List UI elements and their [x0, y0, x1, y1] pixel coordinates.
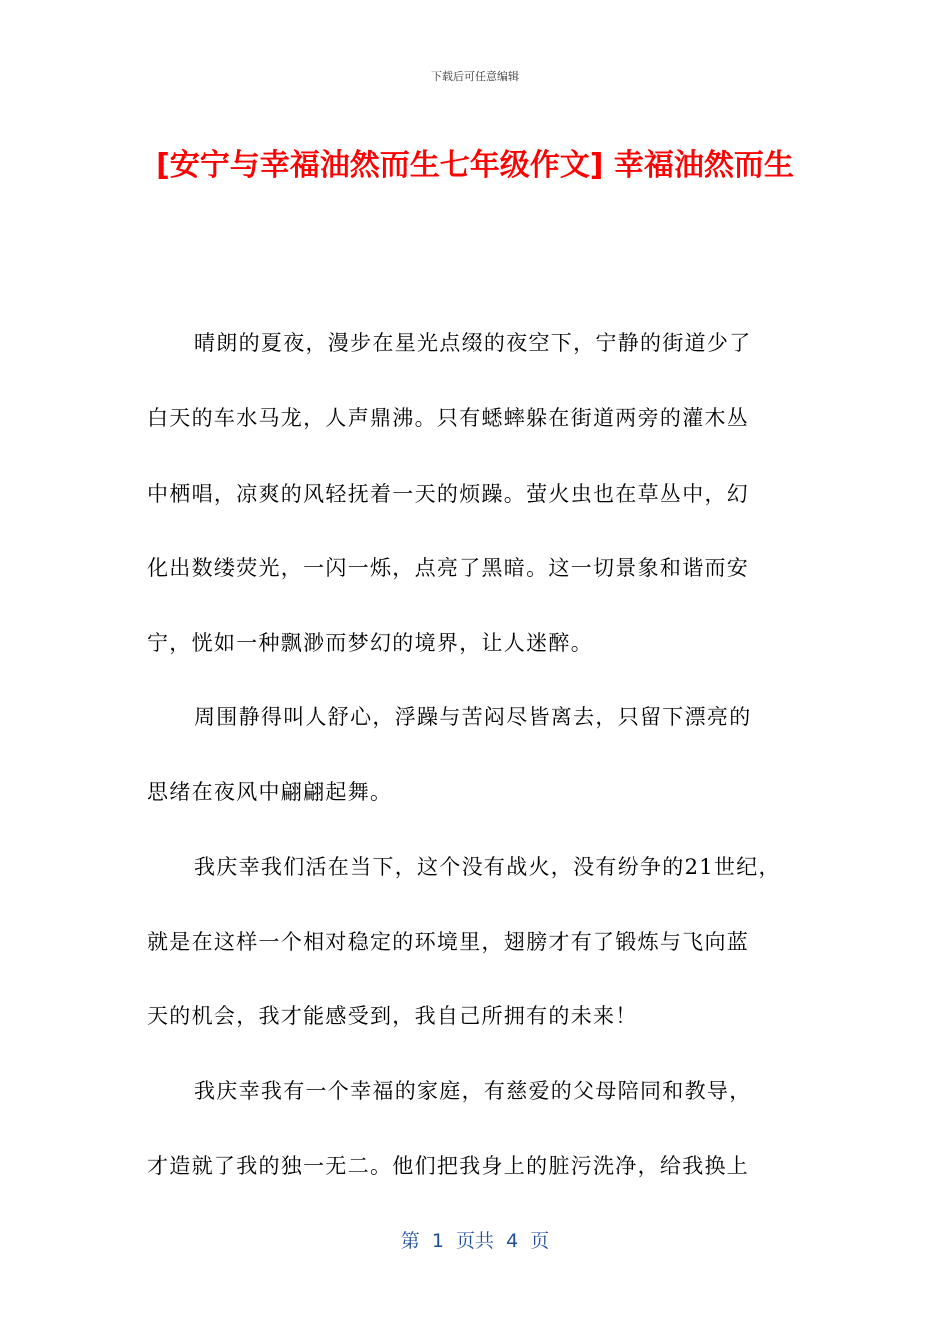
- paragraph-line: 中栖唱，凉爽的风轻抚着一天的烦躁。萤火虫也在草丛中，幻: [147, 482, 750, 506]
- paragraph-line: 白天的车水马龙，人声鼎沸。只有蟋蟀躲在街道两旁的灌木丛: [147, 406, 750, 430]
- paragraph-line: 我庆幸我有一个幸福的家庭，有慈爱的父母陪同和教导，: [194, 1079, 752, 1103]
- header-note: 下载后可任意编辑: [431, 70, 519, 83]
- paragraph-line: 就是在这样一个相对稳定的环境里，翅膀才有了锻炼与飞向蓝: [147, 930, 750, 954]
- paragraph-line: 思绪在夜风中翩翩起舞。: [147, 780, 393, 804]
- paragraph-line: 才造就了我的独一无二。他们把我身上的脏污洗净，给我换上: [147, 1154, 750, 1178]
- paragraph-line: 化出数缕荧光，一闪一烁，点亮了黑暗。这一切景象和谐而安: [147, 556, 750, 580]
- page-number-footer: 第 1 页共 4 页: [400, 1230, 550, 1252]
- paragraph-line: 周围静得叫人舒心，浮躁与苦闷尽皆离去，只留下漂亮的: [194, 705, 752, 729]
- paragraph-line: 宁，恍如一种飘渺而梦幻的境界，让人迷醉。: [147, 631, 593, 655]
- paragraph-line: 晴朗的夏夜，漫步在星光点缀的夜空下，宁静的街道少了: [194, 331, 752, 355]
- paragraph-line: 天的机会，我才能感受到，我自己所拥有的未来！: [147, 1004, 638, 1028]
- paragraph-line: 我庆幸我们活在当下，这个没有战火，没有纷争的21世纪，: [194, 855, 781, 879]
- document-title: [安宁与幸福油然而生七年级作文] 幸福油然而生: [156, 148, 794, 183]
